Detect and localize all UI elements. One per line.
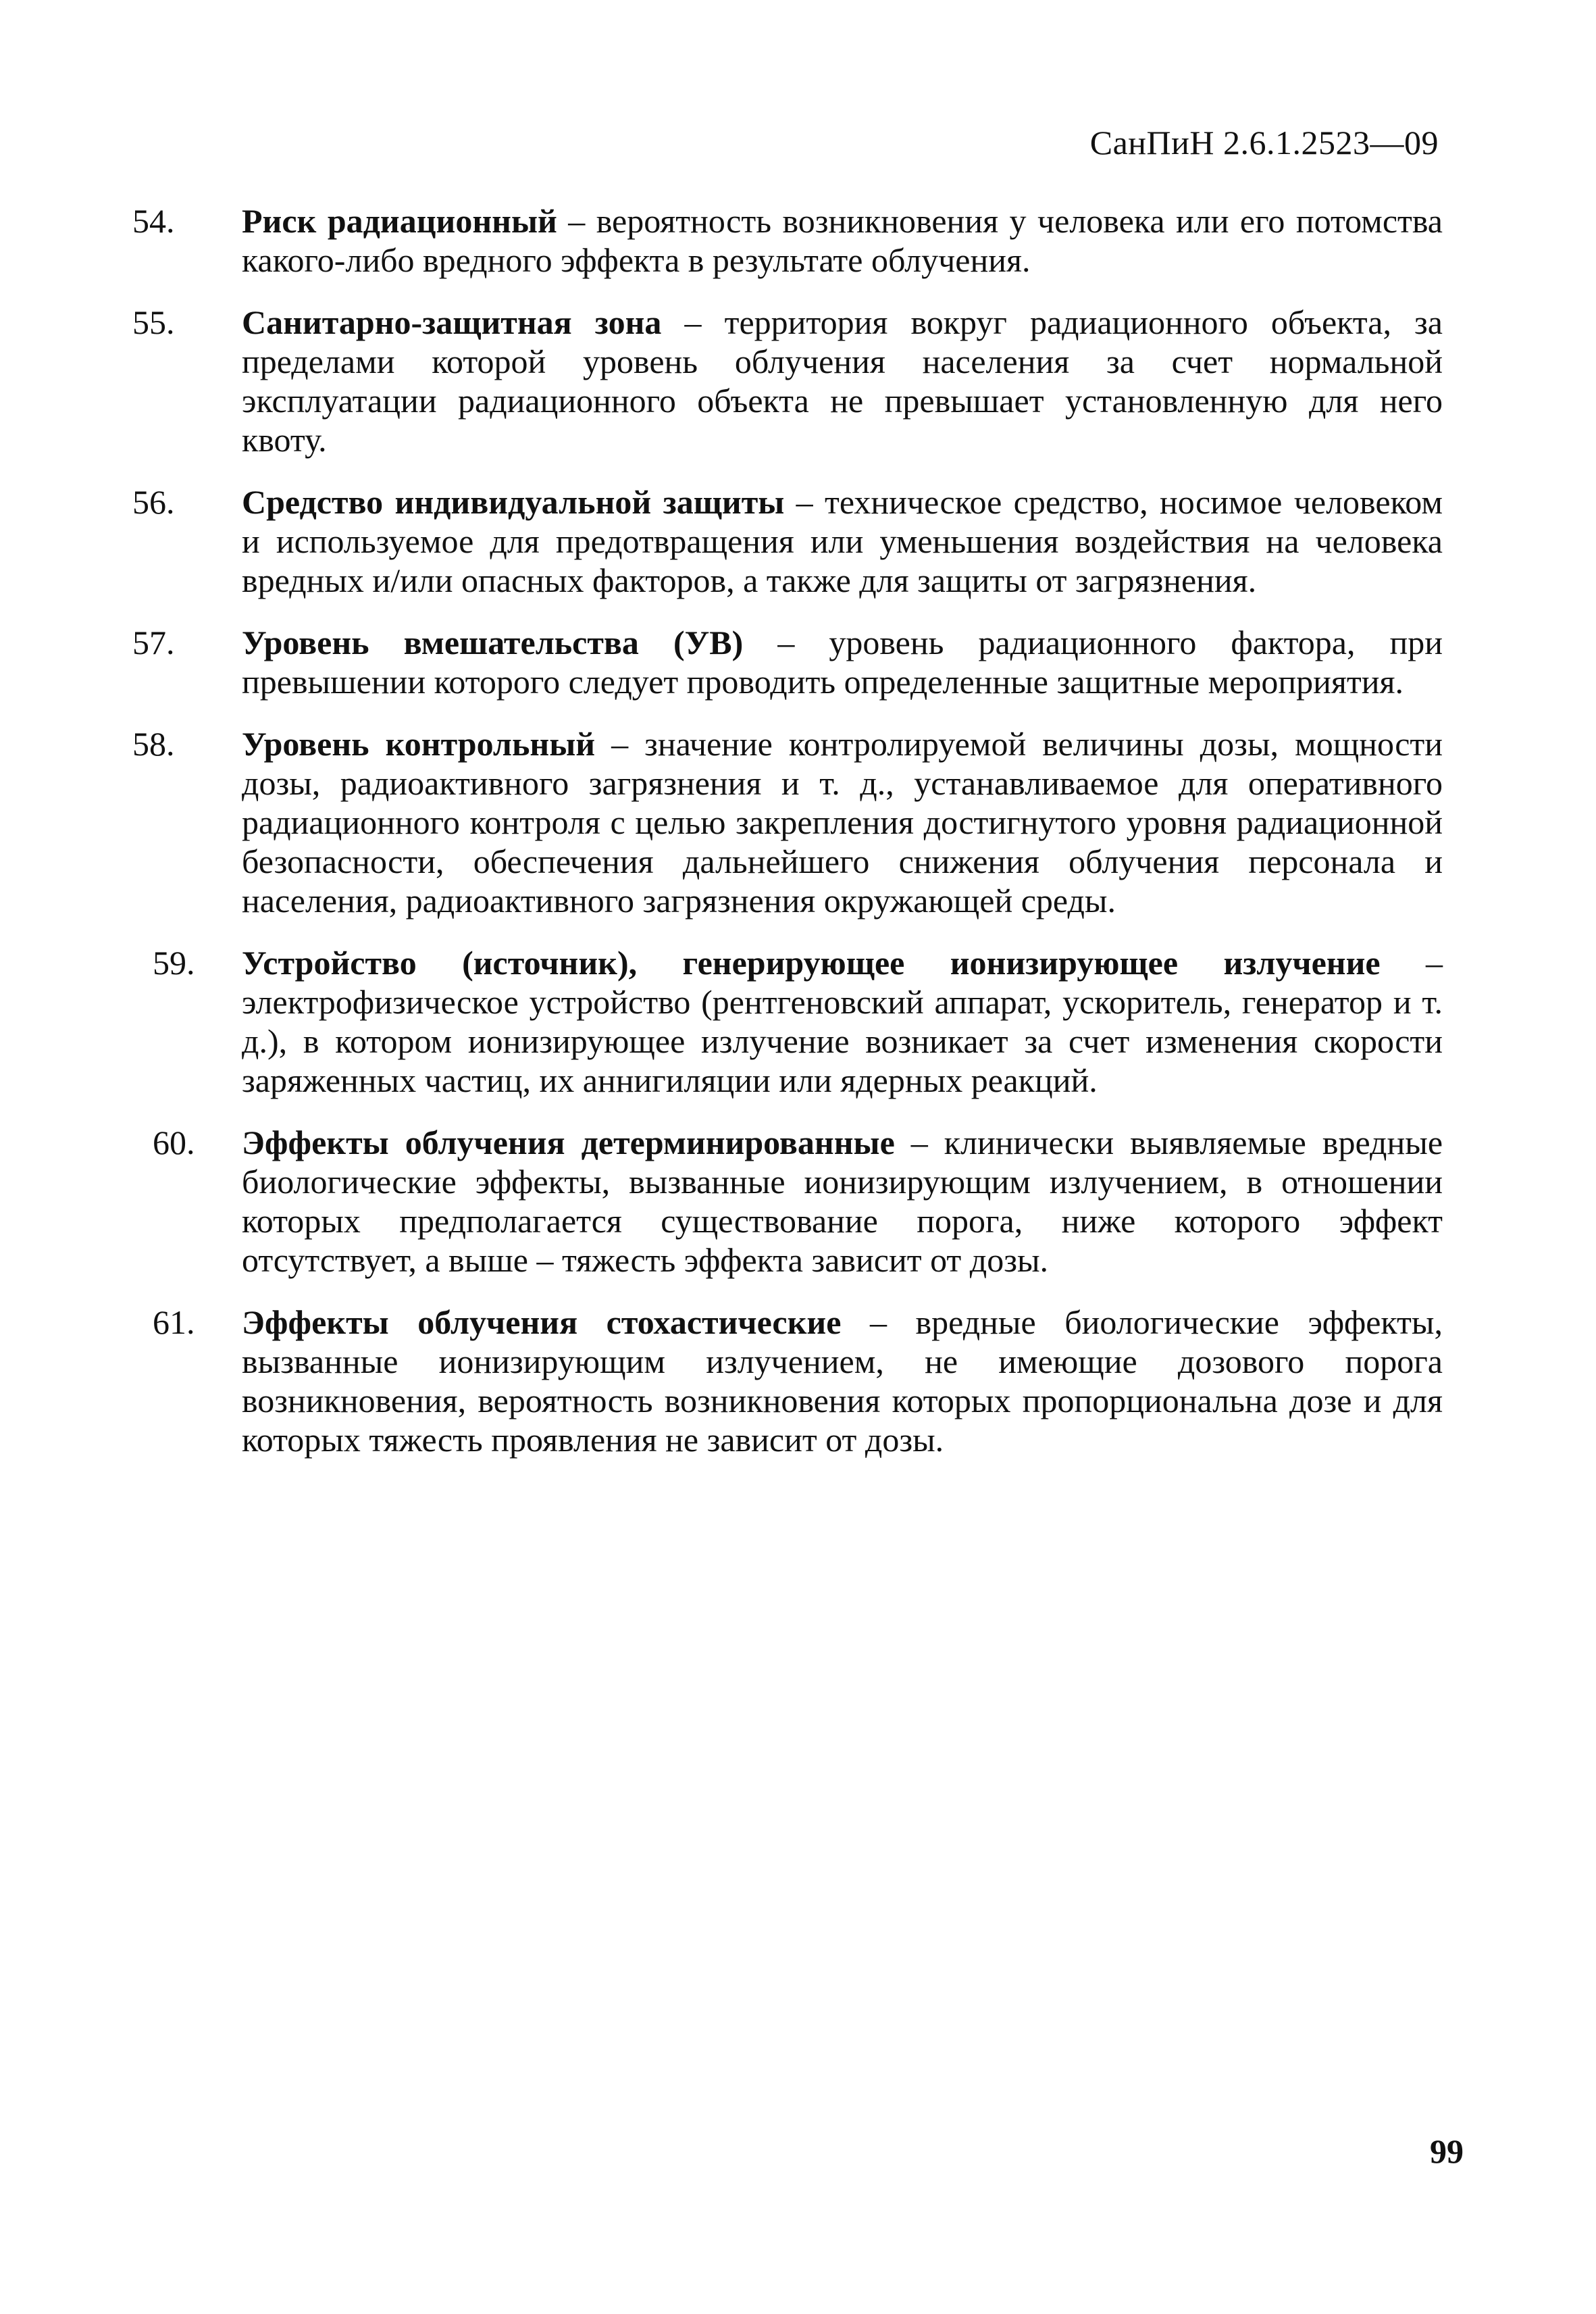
definition-term: Уровень контрольный [242, 725, 596, 763]
definition-item [132, 1303, 1443, 1459]
definition-item [132, 201, 1443, 280]
definition-text: – техническое средство, носимое человеком и используемое для предотвращения или уменьшения воздействия на человека вредных и/или опасных факторов, а также для защиты от загрязнения. [242, 483, 1443, 599]
definition-text: – уровень радиационного фактора, при превышении которого следует проводить определенные защитные мероприятия. [242, 624, 1443, 701]
definitions-list [132, 201, 1443, 1482]
definition-term: Санитарно-защитная зона [242, 303, 662, 341]
definition-term: Средство индивидуальной защиты [242, 483, 785, 521]
definition-number: 60. [153, 1124, 195, 1161]
definition-term: Эффекты облучения детерминированные [242, 1124, 895, 1161]
definition-number: 56. [132, 483, 175, 521]
definition-number: 54. [132, 202, 175, 240]
definition-text: – территория вокруг радиационного объекта, за пределами которой уровень облучения населения за счет нормальной эксплуатации радиационного объекта не превышает установленную для него квоту. [242, 303, 1443, 459]
definition-term: Уровень вмешательства (УВ) [242, 624, 744, 661]
definition-number: 61. [153, 1303, 195, 1341]
definition-term: Эффекты облучения стохастические [242, 1303, 842, 1341]
definition-term: Устройство (источник), генерирующее ионизирующее излучение [242, 944, 1381, 982]
definition-term: Риск радиационный [242, 202, 557, 240]
definition-text: – вредные биологические эффекты, вызванные ионизирующим излучением, не имеющие дозового порога возникновения, вероятность возникновения которых пропорциональна дозе и для которых тяжесть проявления не зависит от дозы. [242, 1303, 1443, 1459]
definition-item [132, 623, 1443, 701]
definition-text: – значение контролируемой величины дозы, мощности дозы, радиоактивного загрязнения и т. д., устанавливаемое для оперативного радиационного контроля с целью закрепления достигнутого уровня радиационной безопасности, обеспечения дальнейшего снижения облучения персонала и населения, радиоактивного загрязнения окружающей среды. [242, 725, 1443, 920]
definition-item [132, 1123, 1443, 1280]
definition-number: 58. [132, 725, 175, 763]
page-number: 99 [1430, 2132, 1464, 2170]
definition-item [132, 482, 1443, 600]
document-code-header: СанПиН 2.6.1.2523—09 [1089, 124, 1439, 161]
definition-text: – вероятность возникновения у человека или его потомства какого-либо вредного эффекта в результате облучения. [242, 202, 1443, 279]
definition-item [132, 303, 1443, 459]
definition-number: 55. [132, 303, 175, 341]
definition-item [132, 943, 1443, 1100]
definition-text: – электрофизическое устройство (рентгеновский аппарат, ускоритель, генератор и т. д.), в котором ионизирующее излучение возникает за счет изменения скорости заряженных частиц, их аннигиляции или ядерных реакций. [242, 944, 1443, 1099]
definition-text: – клинически выявляемые вредные биологические эффекты, вызванные ионизирующим излучением, в отношении которых предполагается существование порога, ниже которого эффект отсутствует, а выше – тяжесть эффекта зависит от дозы. [242, 1124, 1443, 1279]
definition-number: 57. [132, 624, 175, 661]
definition-item [132, 724, 1443, 920]
definition-number: 59. [153, 944, 195, 982]
